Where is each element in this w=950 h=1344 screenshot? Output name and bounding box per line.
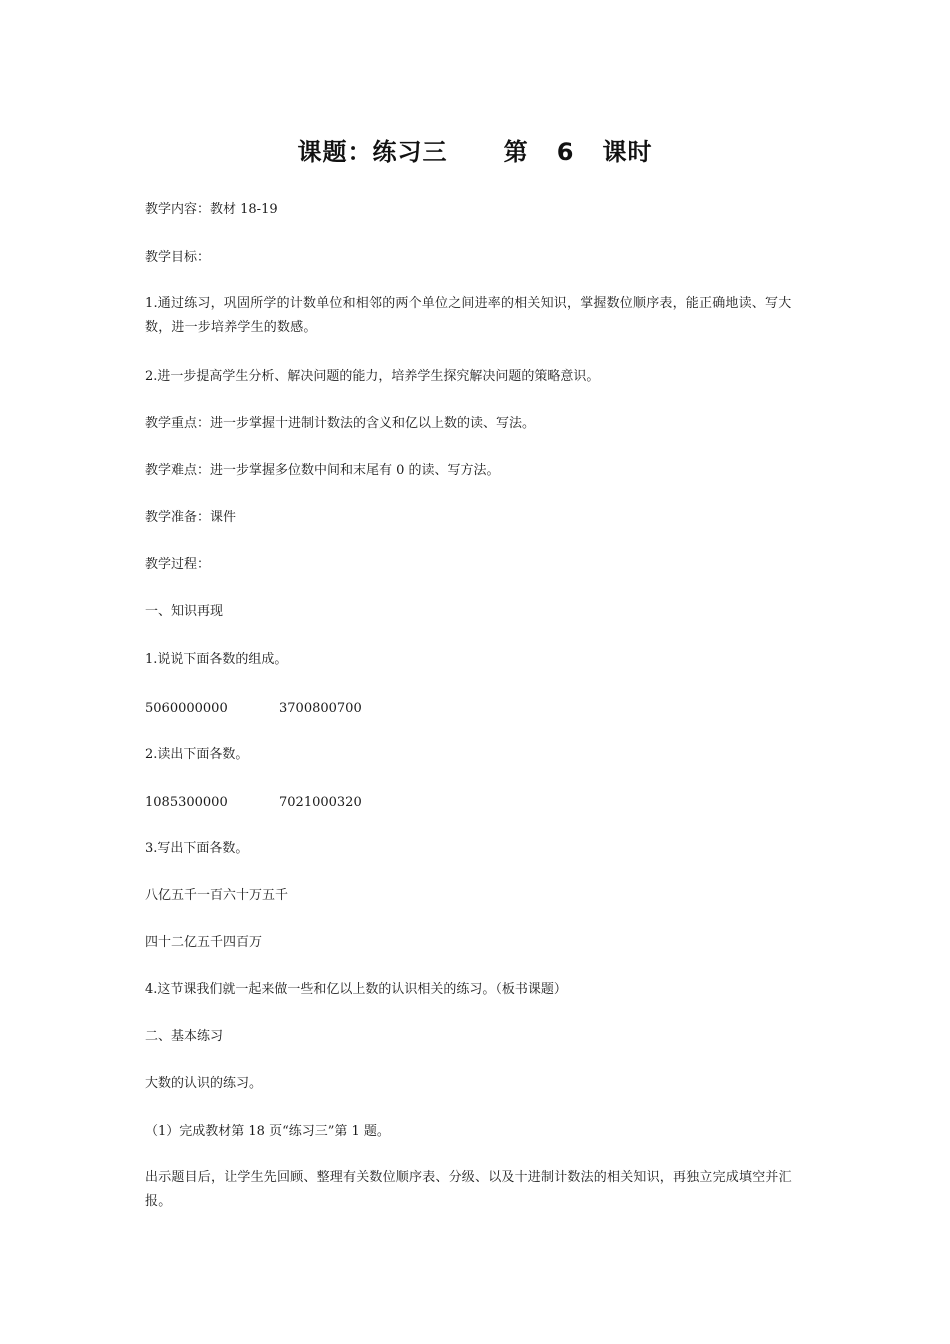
question-3-item-2: 四十二亿五千四百万 xyxy=(145,935,263,950)
task-1-description: 出示题目后，让学生先回顾、整理有关数位顺序表、分级、以及十进制计数法的相关知识，再独立完成填空并汇报。 xyxy=(145,1170,792,1209)
section-2-heading: 二、基本练习 xyxy=(145,1029,224,1044)
page-title: 课题：练习三 第 6 课时 xyxy=(297,138,653,166)
question-1: 1.说说下面各数的组成。 xyxy=(145,652,288,667)
question-2: 2.读出下面各数。 xyxy=(145,747,249,762)
teaching-process: 教学过程： xyxy=(145,557,211,572)
question-2-number-b: 7021000320 xyxy=(279,795,362,810)
teaching-preparation: 教学准备：课件 xyxy=(145,510,237,525)
task-1: （1）完成教材第 18 页“练习三”第 1 题。 xyxy=(145,1124,390,1139)
question-3-item-1: 八亿五千一百六十万五千 xyxy=(145,888,289,903)
question-1-number-b: 3700800700 xyxy=(279,701,362,716)
question-2-numbers xyxy=(145,791,362,815)
question-4: 4.这节课我们就一起来做一些和亿以上数的认识相关的练习。（板书课题） xyxy=(145,982,567,997)
teaching-content: 教学内容：教材 18-19 xyxy=(145,202,278,217)
teaching-difficulty: 教学难点：进一步掌握多位数中间和末尾有 0 的读、写方法。 xyxy=(145,463,500,478)
teaching-goals-heading: 教学目标： xyxy=(145,250,211,265)
practice-intro: 大数的认识的练习。 xyxy=(145,1076,263,1091)
question-1-numbers xyxy=(145,697,362,721)
teaching-goal-2: 2.进一步提高学生分析、解决问题的能力，培养学生探究解决问题的策略意识。 xyxy=(145,369,600,384)
teaching-goal-1: 1.通过练习，巩固所学的计数单位和相邻的两个单位之间进率的相关知识，掌握数位顺序表，能正确地读、写大数，进一步培养学生的数感。 xyxy=(145,296,792,335)
question-3: 3.写出下面各数。 xyxy=(145,841,249,856)
question-1-number-a: 5060000000 xyxy=(145,701,228,716)
teaching-key-point: 教学重点：进一步掌握十进制计数法的含义和亿以上数的读、写法。 xyxy=(145,416,536,431)
question-2-number-a: 1085300000 xyxy=(145,795,228,810)
section-1-heading: 一、知识再现 xyxy=(145,604,224,619)
